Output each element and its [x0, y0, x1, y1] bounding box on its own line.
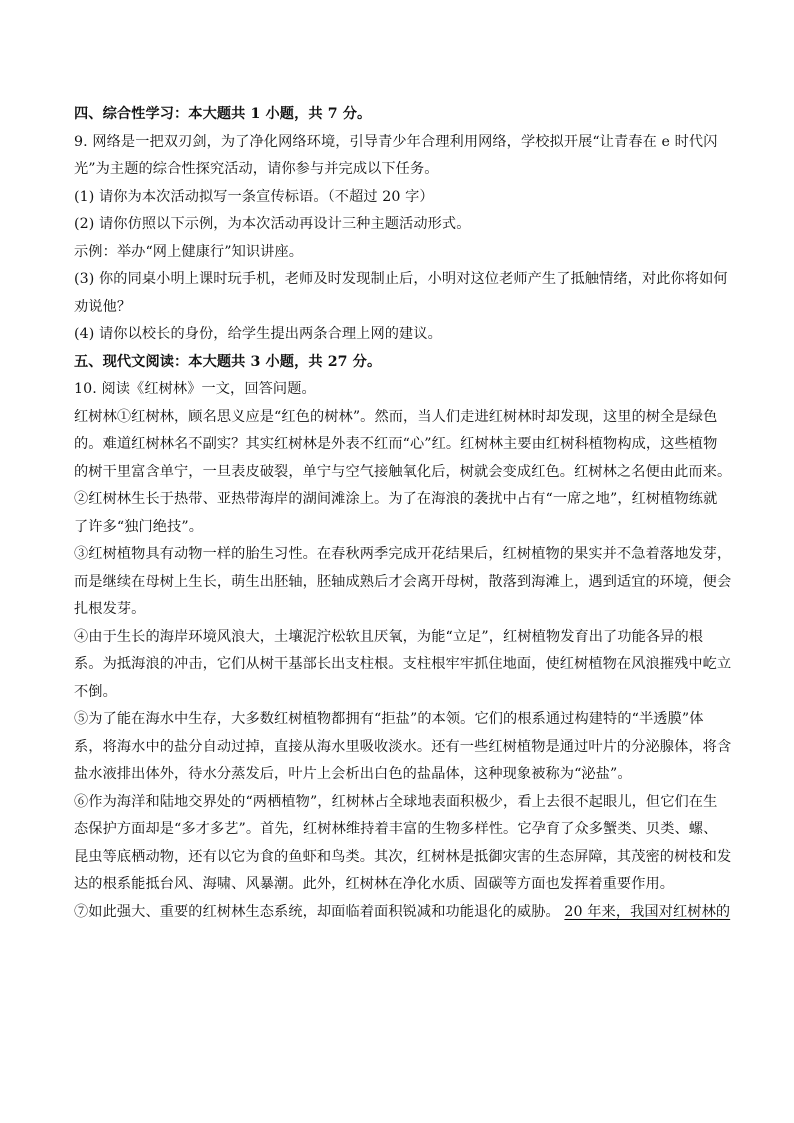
paragraph-4-line-1: ④由于生长的海岸环境风浪大，土壤泥泞松软且厌氧，为能“立足”，红树植物发育出了功能各异的根	[74, 628, 704, 645]
paragraph-1-line-3: 的树干里富含单宁，一旦表皮破裂，单宁与空气接触氧化后，树就会变成红色。红树林之名便由此而来。	[74, 463, 732, 480]
section-heading-5: 五、现代文阅读：本大题共 3 小题，共 27 分。	[74, 353, 382, 370]
q9-example: 示例：举办“网上健康行”知识讲座。	[74, 243, 304, 260]
paragraph-6-line-3: 昆虫等底栖动物，还有以它为食的鱼虾和鸟类。其次，红树林是抵御灾害的生态屏障，其茂密的树枝和发	[74, 848, 732, 865]
q9-task-3-line-1: (3) 你的同桌小明上课时玩手机，老师及时发现制止后，小明对这位老师产生了抵触情绪，对此你将如何	[74, 271, 728, 287]
paragraph-7-underlined-text: 20 年来，我国对红树林的	[564, 903, 731, 920]
paragraph-4-line-2: 系。为抵海浪的冲击，它们从树干基部长出支柱根。支柱根牢牢抓住地面，使红树植物在风浪摧残中屹立	[74, 656, 732, 672]
paragraph-3-line-1: ③红树植物具有动物一样的胎生习性。在春秋两季完成开花结果后，红树植物的果实并不急着落地发芽，	[74, 546, 732, 562]
q9-intro-line-1: 9. 网络是一把双刃剑，为了净化网络环境，引导青少年合理利用网络，学校拟开展“让青春在 e 时代闪	[74, 133, 718, 150]
q9-task-4: (4) 请你以校长的身份，给学生提出两条合理上网的建议。	[74, 326, 442, 342]
paragraph-4-line-3: 不倒。	[74, 683, 117, 700]
q10-intro: 10. 阅读《红树林》一文，回答问题。	[74, 381, 316, 397]
paragraph-1-line-2: 的。难道红树林名不副实？其实红树林是外表不红而“心”红。红树林主要由红树科植物构成，这些植物	[74, 436, 718, 452]
paragraph-2-line-2: 了许多“独门绝技”。	[74, 518, 204, 535]
q9-intro-line-2: 光”为主题的综合性探究活动，请你参与并完成以下任务。	[74, 161, 439, 177]
paragraph-2-line-1: ②红树林生长于热带、亚热带海岸的湖间滩涂上。为了在海浪的袭扰中占有“一席之地”，红树植物练就	[74, 491, 718, 507]
paragraph-5-line-3: 盐水液排出体外，待水分蒸发后，叶片上会析出白色的盐晶体，这种现象被称为“泌盐”。	[74, 766, 632, 782]
q9-task-1: (1) 请你为本次活动拟写一条宣传标语。（不超过 20 字）	[74, 188, 434, 205]
section-heading-4: 四、综合性学习：本大题共 1 小题，共 7 分。	[74, 106, 372, 122]
q9-task-3-line-2: 劝说他？	[74, 298, 132, 315]
paragraph-3-line-2: 而是继续在母树上生长，萌生出胚轴，胚轴成熟后才会离开母树，散落到海滩上，遇到适宜的环境，便会	[74, 573, 732, 590]
paragraph-5-line-1: ⑤为了能在海水中生存，大多数红树植物都拥有“拒盐”的本领。它们的根系通过构建特的“半透膜”体	[74, 711, 704, 727]
paragraph-7-line-1	[74, 899, 731, 927]
document-body	[74, 101, 732, 926]
q9-task-2: (2) 请你仿照以下示例，为本次活动再设计三种主题活动形式。	[74, 216, 471, 232]
paragraph-1-line-1: 红树林①红树林，顾名思义应是“红色的树林”。然而，当人们走进红树林时却发现，这里的树全是绿色	[74, 408, 718, 425]
paragraph-6-line-1: ⑥作为海洋和陆地交界处的“两栖植物”，红树林占全球地表面积极少，看上去很不起眼儿，但它们在生	[74, 793, 718, 810]
paragraph-3-line-3: 扎根发芽。	[74, 601, 146, 617]
paragraph-7-text: ⑦如此强大、重要的红树林生态系统，却面临着面积锐减和功能退化的威胁。	[74, 903, 560, 920]
paragraph-5-line-2: 系，将海水中的盐分自动过掉，直接从海水里吸收淡水。还有一些红树植物是通过叶片的分泌腺体，将含	[74, 738, 732, 755]
paragraph-6-line-2: 态保护方面却是“多才多艺”。首先，红树林维持着丰富的生物多样性。它孕育了众多蟹类、贝类、螺、	[74, 821, 718, 837]
paragraph-6-line-4: 达的根系能抵台风、海啸、风暴潮。此外，红树林在净化水质、固碳等方面也发挥着重要作用。	[74, 876, 675, 892]
